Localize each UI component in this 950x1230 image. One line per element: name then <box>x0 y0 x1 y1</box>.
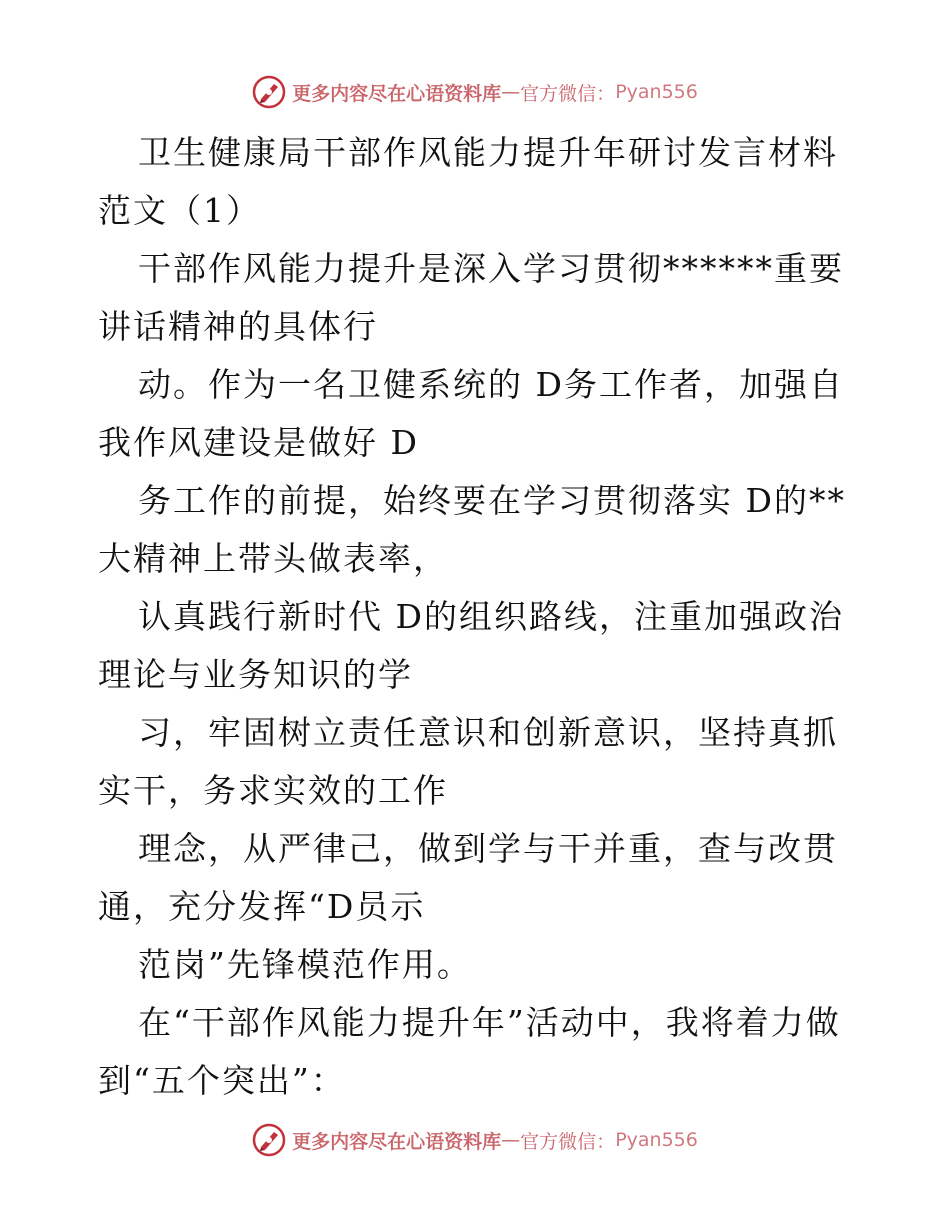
footer-watermark-banner <box>0 1118 950 1162</box>
banner-wechat-id: Pyan556 <box>615 81 698 103</box>
pen-logo-icon <box>252 1123 286 1157</box>
body-paragraph: 认真践行新时代 D的组织路线，注重加强政治理论与业务知识的学 <box>98 597 844 694</box>
banner-wechat-id: Pyan556 <box>615 1129 698 1151</box>
document-body <box>98 124 858 1110</box>
banner-separator: — <box>501 1129 521 1151</box>
banner-separator: — <box>501 81 521 103</box>
banner-main-text: 更多内容尽在心语资料库 <box>292 1130 502 1153</box>
body-paragraph: 干部作风能力提升是深入学习贯彻******重要讲话精神的具体行 <box>98 249 844 346</box>
body-paragraph: 习，牢固树立责任意识和创新意识，坚持真抓实干，务求实效的工作 <box>98 713 838 810</box>
header-watermark-banner <box>0 70 950 114</box>
body-paragraph: 在“干部作风能力提升年”活动中，我将着力做到“五个突出”： <box>98 1003 841 1100</box>
body-paragraph: 动。作为一名卫健系统的 D务工作者，加强自我作风建设是做好 D <box>98 365 844 462</box>
body-paragraph: 理念，从严律己，做到学与干并重，查与改贯通，充分发挥“D员示 <box>98 829 838 926</box>
pen-logo-icon <box>252 75 286 109</box>
banner-official-label: 官方微信： <box>520 1130 616 1153</box>
document-title: 卫生健康局干部作风能力提升年研讨发言材料范文（1） <box>98 133 838 230</box>
banner-main-text: 更多内容尽在心语资料库 <box>292 82 502 105</box>
banner-official-label: 官方微信： <box>520 82 616 105</box>
body-paragraph: 范岗”先锋模范作用。 <box>138 945 472 984</box>
body-paragraph: 务工作的前提，始终要在学习贯彻落实 D的**大精神上带头做表率， <box>98 481 846 578</box>
